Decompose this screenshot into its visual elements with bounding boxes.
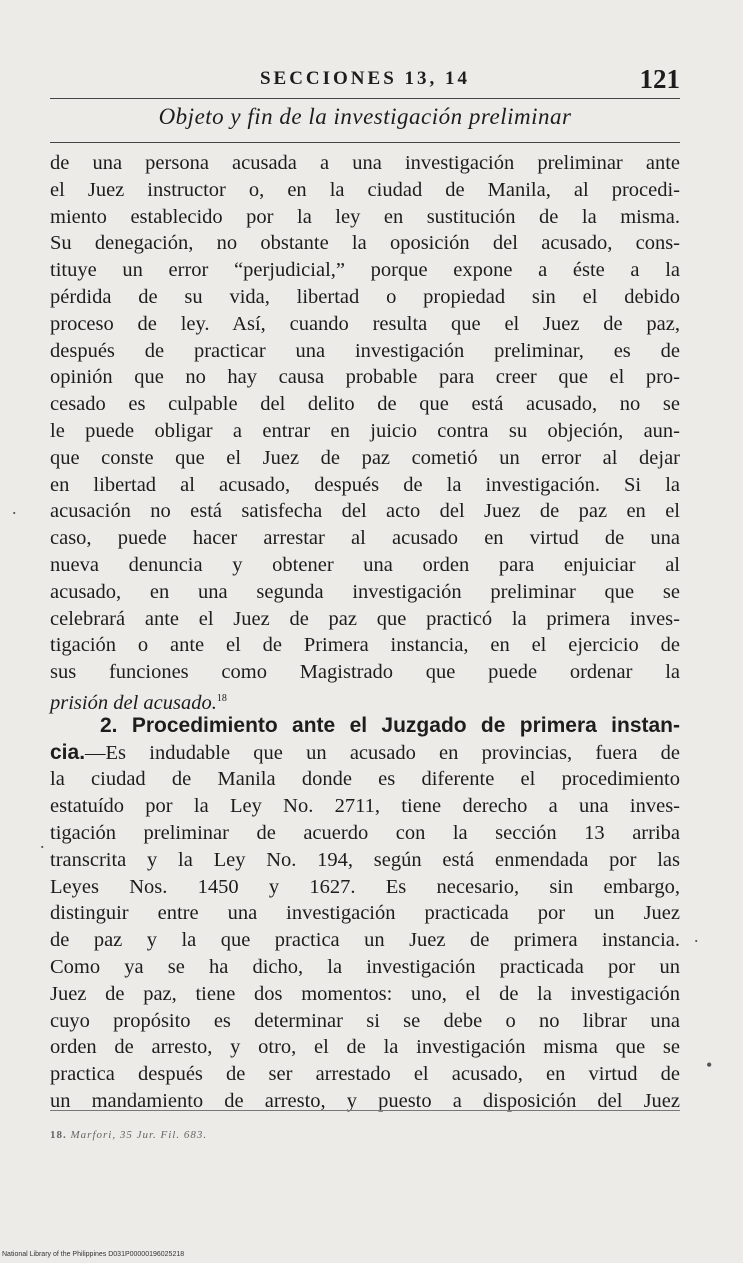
footnote-separator	[50, 1110, 680, 1111]
text-line: le puede obligar a entrar en juicio contra su objeción, aun-	[50, 419, 680, 442]
text-line: después de practicar una investigación preliminar, es de	[50, 339, 680, 362]
footnote	[50, 1129, 207, 1141]
text-line-last	[50, 686, 680, 713]
section-heading: 2. Procedimiento ante el Juzgado de primera instan-	[100, 713, 680, 737]
header-rule-top	[50, 98, 680, 99]
text-line: celebrará ante el Juez de paz que practicó la primera inves-	[50, 607, 680, 630]
text-line: pérdida de su vida, libertad o propiedad sin el debido	[50, 285, 680, 308]
text-line: nueva denuncia y obtener una orden para enjuiciar al	[50, 553, 680, 576]
header-rule-bottom	[50, 142, 680, 143]
text-line: Leyes Nos. 1450 y 1627. Es necesario, sin embargo,	[50, 875, 680, 898]
text-line: estatuído por la Ley No. 2711, tiene derecho a una inves-	[50, 795, 680, 818]
body-text	[50, 150, 680, 1115]
text-line: de una persona acusada a una investigación preliminar ante	[50, 152, 680, 174]
section-title: SECCIONES 13, 14	[259, 68, 471, 89]
running-head	[50, 64, 680, 98]
footnote-text: Marfori, 35 Jur. Fil. 683.	[70, 1129, 208, 1141]
text-line: que conste que el Juez de paz cometió un error al dejar	[50, 446, 680, 469]
heading-end: cia.	[50, 740, 86, 764]
text-line: cuyo propósito es determinar si se debe o no librar una	[50, 1009, 680, 1032]
text-line: Su denegación, no obstante la oposición del acusado, cons-	[50, 232, 680, 255]
text-line: de paz y la que practica un Juez de primera instancia.	[50, 929, 680, 952]
margin-speck: .	[694, 926, 699, 946]
text-line: transcrita y la Ley No. 194, según está enmendada por las	[50, 848, 680, 871]
text-line: en libertad al acusado, después de la investigación. Si la	[50, 473, 680, 496]
footnote-ref: 18	[216, 692, 227, 704]
text-line: sus funciones como Magistrado que puede ordenar la	[50, 661, 680, 684]
text-line: Juez de paz, tiene dos momentos: uno, el de la investigación	[50, 982, 680, 1005]
margin-speck: .	[40, 832, 45, 852]
text-line: la ciudad de Manila donde es diferente el procedimiento	[50, 768, 680, 791]
text-segment: —Es indudable que un acusado en provincias, fuera de	[85, 741, 680, 764]
text-line: Como ya se ha dicho, la investigación practicada por un	[50, 955, 680, 978]
text-line: tigación preliminar de acuerdo con la sección 13 arriba	[50, 821, 680, 844]
page-number: 121	[639, 64, 680, 94]
text-line: practica después de ser arrestado el acusado, en virtud de	[50, 1063, 680, 1086]
text-line: el Juez instructor o, en la ciudad de Manila, al procedi-	[50, 178, 680, 201]
text-line: miento establecido por la ley en sustitución de la misma.	[50, 205, 680, 228]
text-line: orden de arresto, y otro, el de la investigación misma que se	[50, 1036, 680, 1059]
footnote-number: 18.	[50, 1129, 67, 1141]
text-line: tituye un error “perjudicial,” porque expone a éste a la	[50, 259, 680, 282]
text-italic: prisión del acusado.	[50, 691, 217, 714]
text-line: acusación no está satisfecha del acto del Juez de paz en el	[50, 500, 680, 523]
text-line: tigación o ante el de Primera instancia, en el ejercicio de	[50, 634, 680, 657]
text-line: cesado es culpable del delito de que está acusado, no se	[50, 393, 680, 416]
scanner-credit: National Library of the Philippines D031P00000196025218	[2, 1251, 185, 1258]
text-line: distinguir entre una investigación practicada por un Juez	[50, 902, 680, 925]
page-subtitle: Objeto y fin de la investigación preliminar	[158, 104, 572, 129]
margin-speck: .	[12, 498, 17, 518]
margin-speck: •	[706, 1055, 713, 1075]
heading-continuation	[50, 740, 680, 767]
text-line: opinión que no hay causa probable para creer que el pro-	[50, 366, 680, 389]
text-line: proceso de ley. Así, cuando resulta que el Juez de paz,	[50, 312, 680, 335]
text-line: acusado, en una segunda investigación preliminar que se	[50, 580, 680, 603]
text-line: caso, puede hacer arrestar al acusado en virtud de una	[50, 527, 680, 550]
text-line: un mandamiento de arresto, y puesto a disposición del Juez	[50, 1089, 680, 1112]
